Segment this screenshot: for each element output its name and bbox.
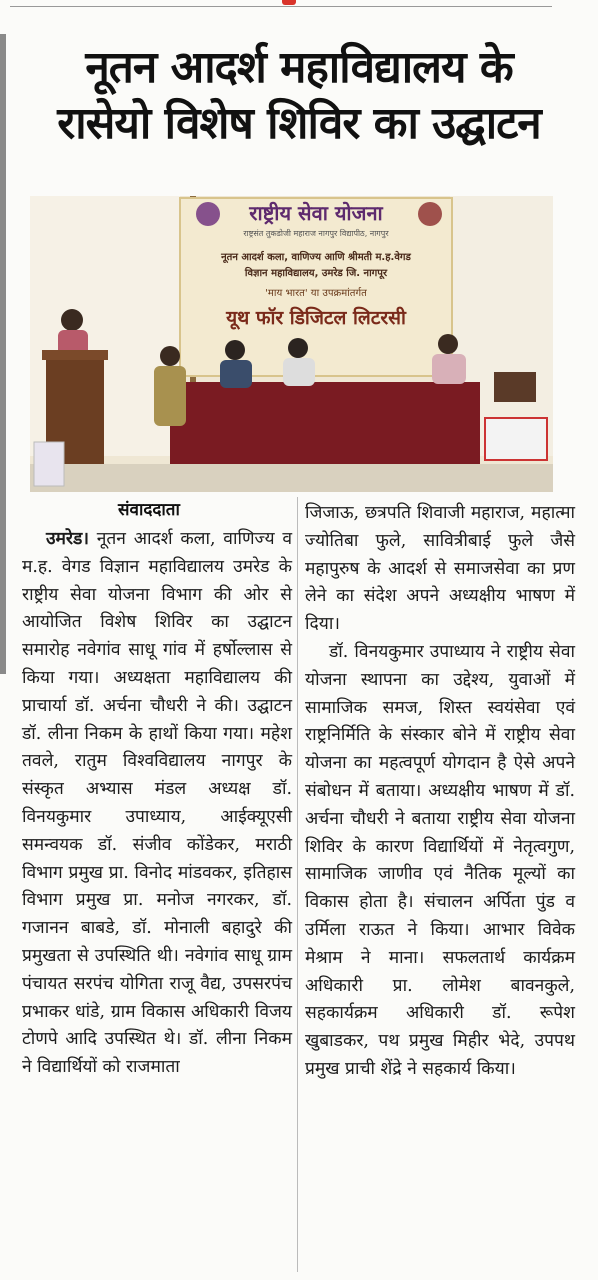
headline: [14, 40, 584, 152]
headline-line-1: नूतन आदर्श महाविद्यालय के: [85, 42, 513, 93]
column-divider: [297, 497, 298, 1272]
banner-title: राष्ट्रीय सेवा योजना: [249, 201, 383, 225]
stage-table: [170, 382, 480, 466]
adjacent-column-edge: [0, 34, 6, 674]
article-paragraph-1: नूतन आदर्श कला, वाणिज्य व म.ह. वेगड विज्ञान महाविद्यालय उमरेड के राष्ट्रीय सेवा योजना विभाग की ओर से आयोजित विशेष शिविर का उद्घाटन समारोह नवेगांव साधू गांव में हर्षोल्लास से किया गया। अध्यक्षता महाविद्यालय की प्राचार्या डॉ. अर्चना चौधरी ने की। उद्घाटन डॉ. लीना निकम के हाथों किया गया। महेश तवले, रातुम विश्वविद्यालय नागपुर के संस्कृत अभ्यास मंडल अध्यक्ष डॉ. विनयकुमार उपाध्याय, आईक्यूएसी समन्वयक डॉ. संजीव कोंडेकर, मराठी विभाग प्रमुख प्रा. विनोद मांडवकर, इतिहास विभाग प्रमुख प्रा. मनोज नगरकर, डॉ. गजानन बाबडे, डॉ. मोनाली बहादुरे की प्रमुखता से उपस्थिति थी। नवेगांव साधू ग्राम पंचायत सरपंच योगिता राजू वैद्य, उपसरपंच प्रभाकर धांडे, ग्राम विकास अधिकारी विजय टोणपे आदि उपस्थित थे। डॉ. लीना निकम ने विद्यार्थियों को राजमाता: [22, 529, 293, 1078]
banner-line-2: विज्ञान महाविद्यालय, उमरेड जि. नागपूर: [244, 268, 388, 279]
top-rule: [10, 6, 552, 7]
event-photo-illustration: [30, 196, 553, 492]
article-column-right: [305, 500, 575, 1084]
banner-line-3: 'माय भारत' या उपक्रमांतर्गत: [265, 288, 367, 299]
article-paragraph-3: डॉ. विनयकुमार उपाध्याय ने राष्ट्रीय सेवा योजना स्थापना का उद्देश्य, युवाओं में सामाजिक समज, शिस्त स्वयंसेवा एवं राष्ट्रनिर्मिति के संस्कार बोने में राष्ट्रीय सेवा योजना का महत्वपूर्ण योगदान है ऐसे अपने संबोधन में बताया। अध्यक्षीय भाषण में डॉ. अर्चना चौधरी ने बताया राष्ट्रीय सेवा योजना शिविर के कारण विद्यार्थियों में नेतृत्वगुण, सामाजिक जाणीव एवं नैतिक मूल्यों का विकास होता है। संचालन अर्पिता पुंड व उर्मिला राऊत ने किया। आभार विवेक मेश्राम ने माना। सफलतार्थ कार्यक्रम अधिकारी प्रा. लोमेश बावनकुले, सहकार्यक्रम अधिकारी डॉ. रूपेश खुबाडकर, पथ प्रमुख मिहीर भेदे, उपपथ प्रमुख प्राची शेंद्रे ने सहकार्य किया।: [305, 641, 575, 1079]
university-logo-icon: [418, 202, 442, 226]
dateline-place: उमरेड।: [46, 529, 89, 549]
headline-line-2: रासेयो विशेष शिविर का उद्घाटन: [57, 98, 541, 149]
event-photo: [30, 196, 553, 492]
article-paragraph-2: जिजाऊ, छत्रपति शिवाजी महाराज, महात्मा ज्योतिबा फुले, सावित्रीबाई फुले जैसे महापुरुष के आदर्श से समाजसेवा का प्रण लेने का संदेश अपने अध्यक्षीय भाषण में दिया।: [305, 503, 575, 635]
article-column-left: [22, 526, 292, 1082]
page-top-edge: [0, 0, 598, 10]
banner-line-4: यूथ फॉर डिजिटल लिटरसी: [226, 307, 406, 329]
banner-sub: राष्ट्रसंत तुकडोजी महाराज नागपुर विद्यापीठ, नागपुर: [243, 229, 389, 238]
banner-line-1: नूतन आदर्श कला, वाणिज्य आणि श्रीमती म.ह.वेगड: [221, 252, 411, 263]
top-red-tab: [282, 0, 296, 5]
byline: संवाददाता: [118, 500, 180, 520]
nss-logo-icon: [196, 202, 220, 226]
